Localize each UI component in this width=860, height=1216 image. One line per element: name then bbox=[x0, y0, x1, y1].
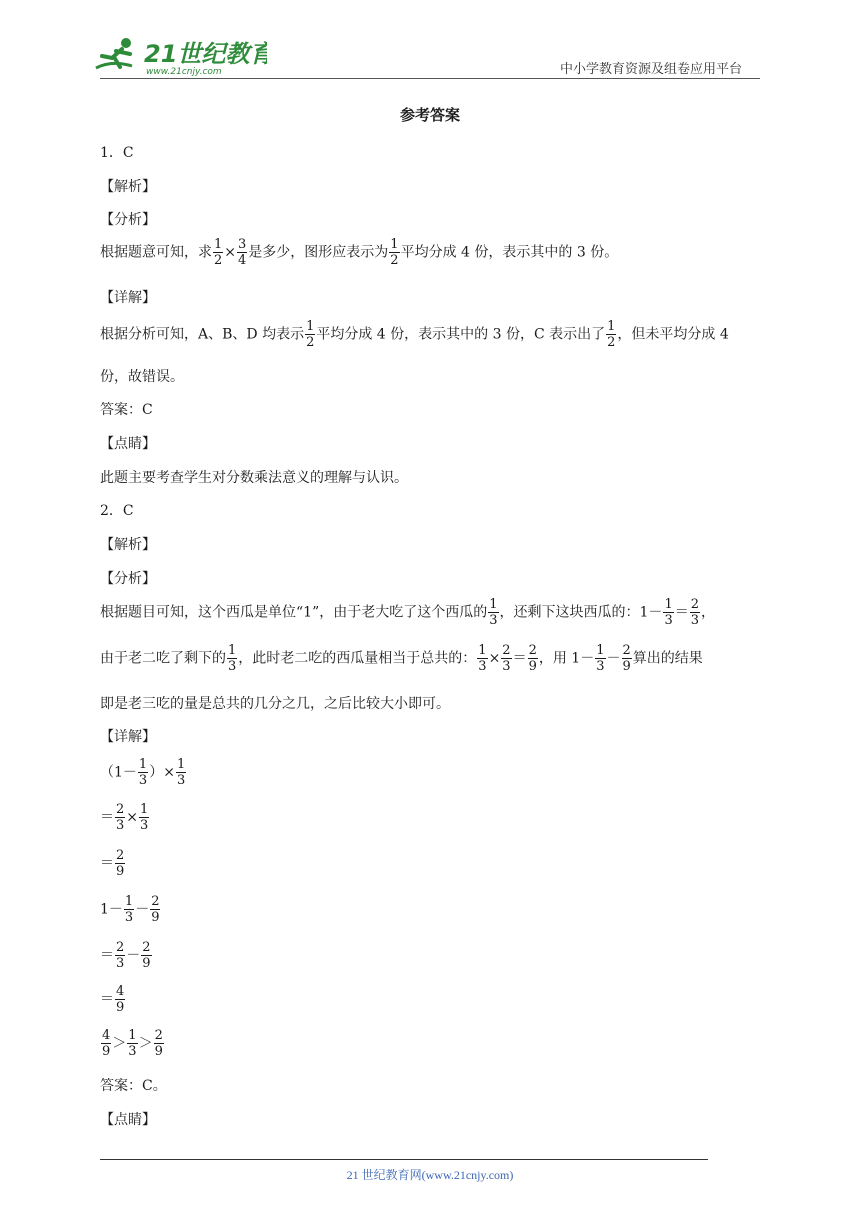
fraction: $\frac{2}{3}$ bbox=[502, 643, 511, 674]
text: ＞ bbox=[138, 1035, 153, 1052]
text: 根据题意可知，求 bbox=[100, 244, 212, 261]
fraction: $\frac{2}{9}$ bbox=[151, 894, 160, 925]
fraction: $\frac{2}{9}$ bbox=[622, 643, 631, 674]
fraction: $\frac{1}{3}$ bbox=[228, 643, 237, 674]
fraction: $\frac{1}{3}$ bbox=[478, 643, 487, 674]
q2-jiexi: 【解析】 bbox=[100, 537, 156, 553]
fraction: $\frac{3}{4}$ bbox=[238, 237, 247, 268]
q1-fenxi: 【分析】 bbox=[100, 212, 156, 228]
q1-note: 此题主要考查学生对分数乘法意义的理解与认识。 bbox=[100, 470, 408, 486]
text: ＝ bbox=[100, 809, 114, 826]
text: × bbox=[488, 650, 501, 667]
step-2 bbox=[100, 803, 150, 832]
fraction: $\frac{1}{3}$ bbox=[176, 757, 186, 788]
q1-detail bbox=[100, 320, 729, 349]
text: × bbox=[224, 244, 237, 261]
fraction: $\frac{2}{3}$ bbox=[690, 597, 699, 628]
q2-daan: 答案：C。 bbox=[100, 1078, 167, 1094]
text: （1－ bbox=[100, 764, 137, 781]
step-1 bbox=[100, 758, 187, 787]
text: ＝ bbox=[674, 604, 689, 621]
fraction: $\frac{1}{3}$ bbox=[128, 1028, 137, 1059]
q1-xiangjie: 【详解】 bbox=[100, 290, 156, 306]
fraction: $\frac{1}{2}$ bbox=[306, 319, 315, 350]
text: ，用 1－ bbox=[538, 650, 595, 667]
text: 根据题目可知，这个西瓜是单位“1”，由于老大吃了这个西瓜的 bbox=[100, 604, 488, 621]
fraction: $\frac{1}{3}$ bbox=[596, 643, 605, 674]
q2-xiangjie: 【详解】 bbox=[100, 729, 156, 745]
text: ， bbox=[701, 604, 715, 621]
text: － bbox=[126, 947, 141, 964]
fraction: $\frac{2}{9}$ bbox=[142, 940, 151, 971]
header-divider bbox=[100, 78, 760, 79]
text: ，还剩下这块西瓜的：1－ bbox=[499, 604, 663, 621]
text: 平均分成 4 份，表示其中的 3 份。 bbox=[400, 244, 619, 261]
q2-fenxi: 【分析】 bbox=[100, 571, 156, 587]
text: ＝ bbox=[100, 947, 114, 964]
text: 是多少，图形应表示为 bbox=[248, 244, 389, 261]
text: 算出的结果 bbox=[632, 650, 703, 667]
comparison bbox=[100, 1029, 165, 1058]
runner-logo-icon bbox=[92, 34, 267, 78]
q2-answer: 2．C bbox=[100, 503, 134, 519]
q2-dianjing: 【点睛】 bbox=[100, 1112, 156, 1128]
fraction: $\frac{2}{9}$ bbox=[154, 1028, 163, 1059]
text: 由于老二吃了剩下的 bbox=[100, 650, 226, 667]
fraction: $\frac{1}{3}$ bbox=[140, 802, 149, 833]
fraction: $\frac{1}{2}$ bbox=[607, 319, 616, 350]
fraction: $\frac{1}{3}$ bbox=[138, 757, 148, 788]
text: ＝ bbox=[512, 650, 527, 667]
logo-text: 21世纪教育 bbox=[144, 40, 267, 68]
q2-analysis-3: 即是老三吃的量是总共的几分之几，之后比较大小即可。 bbox=[100, 696, 450, 712]
platform-name: 中小学教育资源及组卷应用平台 bbox=[560, 62, 743, 77]
text: 1－ bbox=[100, 901, 123, 918]
fraction: $\frac{1}{3}$ bbox=[124, 894, 134, 925]
text: ＝ bbox=[100, 991, 114, 1008]
logo bbox=[92, 34, 267, 78]
fraction: $\frac{4}{9}$ bbox=[102, 1028, 111, 1059]
text: ，但未平均分成 4 bbox=[617, 326, 729, 343]
text: 平均分成 4 份，表示其中的 3 份，C 表示出了 bbox=[316, 326, 606, 343]
fraction: $\frac{4}{9}$ bbox=[116, 984, 125, 1015]
q1-jiexi: 【解析】 bbox=[100, 179, 156, 195]
text: ＝ bbox=[100, 855, 114, 872]
footer-divider bbox=[100, 1159, 708, 1160]
step-4 bbox=[100, 895, 161, 924]
step-6 bbox=[100, 985, 126, 1014]
q2-analysis-1 bbox=[100, 598, 715, 627]
q1-analysis bbox=[100, 238, 618, 267]
q2-analysis-2 bbox=[100, 644, 703, 673]
q1-detail-cont: 份，故错误。 bbox=[100, 369, 184, 385]
step-5 bbox=[100, 941, 153, 970]
step-3 bbox=[100, 849, 126, 878]
q1-answer: 1．C bbox=[100, 145, 134, 161]
text: ，此时老二吃的西瓜量相当于总共的： bbox=[238, 650, 477, 667]
fraction: $\frac{2}{3}$ bbox=[116, 940, 125, 971]
fraction: $\frac{1}{3}$ bbox=[489, 597, 498, 628]
q1-dianjing: 【点睛】 bbox=[100, 436, 156, 452]
page-title: 参考答案 bbox=[399, 106, 460, 124]
fraction: $\frac{2}{9}$ bbox=[116, 848, 125, 879]
footer-text[interactable]: 21 世纪教育网(www.21cnjy.com) bbox=[346, 1168, 514, 1182]
fraction: $\frac{2}{3}$ bbox=[116, 802, 125, 833]
text: × bbox=[126, 809, 139, 826]
fraction: $\frac{1}{2}$ bbox=[390, 237, 399, 268]
text: － bbox=[606, 650, 621, 667]
fraction: $\frac{1}{3}$ bbox=[664, 597, 673, 628]
logo-url: www.21cnjy.com bbox=[146, 67, 222, 77]
fraction: $\frac{1}{2}$ bbox=[214, 237, 223, 268]
text: 根据分析可知，A、B、D 均表示 bbox=[100, 326, 305, 343]
q1-daan: 答案：C bbox=[100, 402, 153, 418]
text: ）× bbox=[149, 764, 175, 781]
text: － bbox=[135, 901, 150, 918]
text: ＞ bbox=[112, 1035, 127, 1052]
fraction: $\frac{2}{9}$ bbox=[528, 643, 537, 674]
